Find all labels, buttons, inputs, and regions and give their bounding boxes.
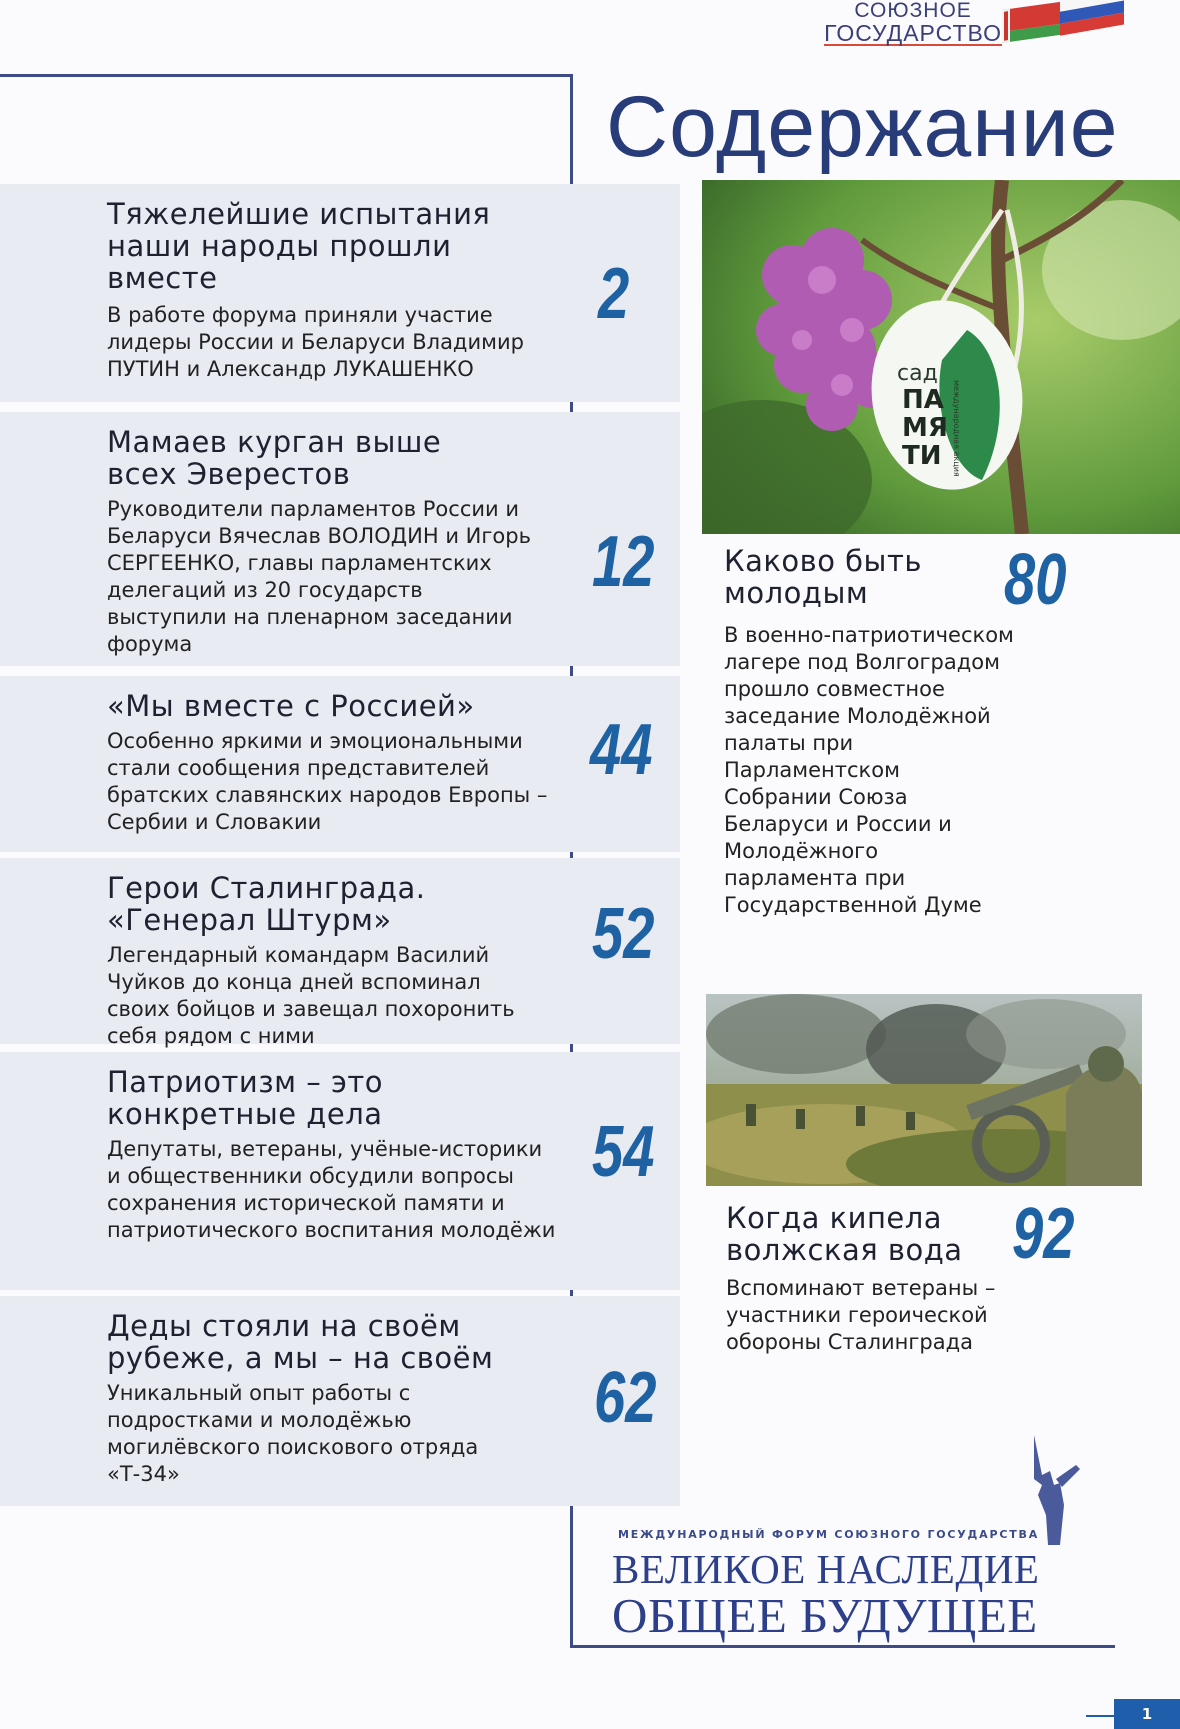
entry-page-number: 44 [590, 710, 653, 790]
forum-caption: МЕЖДУНАРОДНЫЙ ФОРУМ СОЮЗНОГО ГОСУДАРСТВА [618, 1528, 1040, 1541]
entry-page-number: 12 [592, 522, 655, 602]
entry-description: Особенно яркими и эмоциональными стали сообщения представителей братских славянских народов Европы – Сербии и Словакии [107, 729, 548, 834]
entry-description: Руководители парламентов России и Беларуси Вячеслав ВОЛОДИН и Игорь СЕРГЕЕНКО, главы парламентских делегаций из 20 государств выступили на пленарном заседании форума [107, 497, 531, 656]
page-title: Содержание [606, 79, 1119, 175]
forum-line2: ОБЩЕЕ БУДУЩЕЕ [612, 1588, 1038, 1643]
toc-entry[interactable] [0, 412, 680, 666]
logo-text [824, 0, 1002, 46]
right-entry-page-number: 92 [1012, 1194, 1075, 1274]
tag-text-line2: ПА [902, 385, 944, 415]
right-entry-title: Каково быть молодым [724, 544, 922, 610]
entry-title: Герои Сталинграда. «Генерал Штурм» [107, 871, 426, 937]
lilac-photo [702, 180, 1180, 534]
entry-description: Легендарный командарм Василий Чуйков до конца дней вспоминал своих бойцов и завещал похоронить себя рядом с ними [107, 943, 515, 1048]
entry-page-number: 62 [594, 1358, 657, 1438]
tag-text-line1: сад [897, 361, 938, 386]
right-entry-description: В военно-патриотическом лагере под Волгоградом прошло совместное заседание Молодёжной палаты при Парламентском Собрании Союза Беларуси и России и Молодёжного парламента при Государственной Думе [724, 623, 1014, 917]
tag-text-line4: ТИ [902, 441, 942, 471]
entry-description: Уникальный опыт работы с подростками и молодёжью могилёвского поискового отряда «Т-34» [107, 1381, 479, 1486]
entry-title: Тяжелейшие испытания наши народы прошли вместе [107, 197, 491, 295]
logo-line2: ГОСУДАРСТВО [824, 20, 1002, 46]
entry-page-number: 52 [592, 894, 655, 974]
toc-entry[interactable] [0, 1296, 680, 1506]
entry-description: В работе форума приняли участие лидеры России и Беларуси Владимир ПУТИН и Александр ЛУКАШЕНКО [107, 303, 524, 381]
page-number-rule [1086, 1715, 1116, 1717]
toc-entry[interactable] [0, 1052, 680, 1290]
right-entry-description: Вспоминают ветераны – участники героической обороны Сталинграда [726, 1276, 996, 1354]
toc-entry[interactable] [0, 184, 680, 402]
entry-page-number: 54 [592, 1112, 655, 1192]
forum-line1: ВЕЛИКОЕ НАСЛЕДИЕ [612, 1546, 1040, 1592]
page-number: 1 [1114, 1699, 1180, 1729]
toc-entry[interactable] [0, 676, 680, 852]
right-entry-title: Когда кипела волжская вода [726, 1201, 963, 1267]
entry-title: Деды стояли на своём рубеже, а мы – на своём [107, 1309, 494, 1375]
entry-description: Депутаты, ветераны, учёные-историки и общественники обсудили вопросы сохранения исторической памяти и патриотического воспитания молодёжи [107, 1137, 556, 1242]
flags-icon [1002, 0, 1132, 46]
frame-bottom-line [570, 1645, 1115, 1648]
right-entry-page-number: 80 [1004, 540, 1067, 620]
frame-top-line [0, 74, 572, 77]
entry-page-number: 2 [598, 254, 630, 334]
tag-text-line3: МЯ [902, 413, 948, 443]
tag-text-vertical: международная акция [952, 380, 961, 477]
union-state-logo [812, 0, 1142, 52]
toc-entry[interactable] [0, 858, 680, 1048]
entry-title: Патриотизм – это конкретные дела [107, 1065, 383, 1131]
battle-photo [706, 994, 1142, 1186]
logo-line1: СОЮЗНОЕ [854, 0, 972, 22]
entry-title: «Мы вместе с Россией» [107, 689, 475, 723]
entry-title: Мамаев курган выше всех Эверестов [107, 425, 442, 491]
